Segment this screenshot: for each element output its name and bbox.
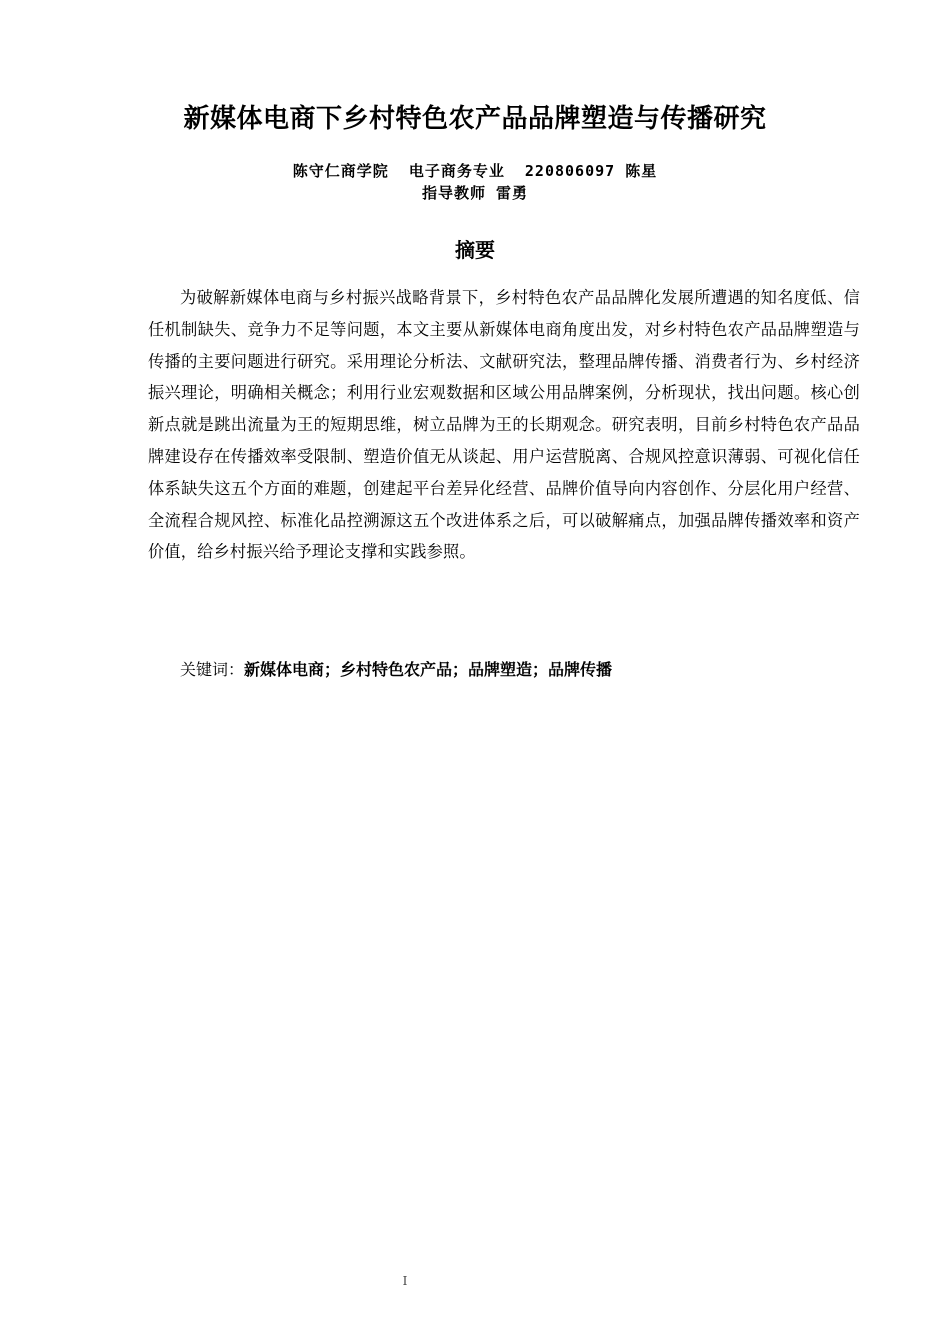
abstract-heading: 摘要 [455, 238, 495, 262]
page-number: I [402, 1274, 408, 1288]
paper-title: 新媒体电商下乡村特色农产品品牌塑造与传播研究 [183, 104, 767, 134]
keywords-line [180, 656, 612, 684]
advisor-info: 指导教师 雷勇 [421, 184, 529, 202]
author-info: 陈守仁商学院 电子商务专业 220806097 陈星 [292, 162, 658, 180]
abstract-body: 为破解新媒体电商与乡村振兴战略背景下，乡村特色农产品品牌化发展所遭遇的知名度低、信任机制缺失、竞争力不足等问题，本文主要从新媒体电商角度出发，对乡村特色农产品品牌塑造与传播的主要问题进行研究。采用理论分析法、文献研究法，整理品牌传播、消费者行为、乡村经济振兴理论，明确相关概念；利用行业宏观数据和区域公用品牌案例，分析现状，找出问题。核心创新点就是跳出流量为王的短期思维，树立品牌为王的长期观念。研究表明，目前乡村特色农产品品牌建设存在传播效率受限制、塑造价值无从谈起、用户运营脱离、合规风控意识薄弱、可视化信任体系缺失这五个方面的难题，创建起平台差异化经营、品牌价值导向内容创作、分层化用户经营、全流程合规风控、标准化品控溯源这五个改进体系之后，可以破解痛点，加强品牌传播效率和资产价值，给乡村振兴给予理论支撑和实践参照。 [148, 288, 860, 562]
keywords-label: 关键词： [180, 660, 245, 679]
keywords-values: 新媒体电商；乡村特色农产品；品牌塑造；品牌传播 [244, 660, 613, 679]
